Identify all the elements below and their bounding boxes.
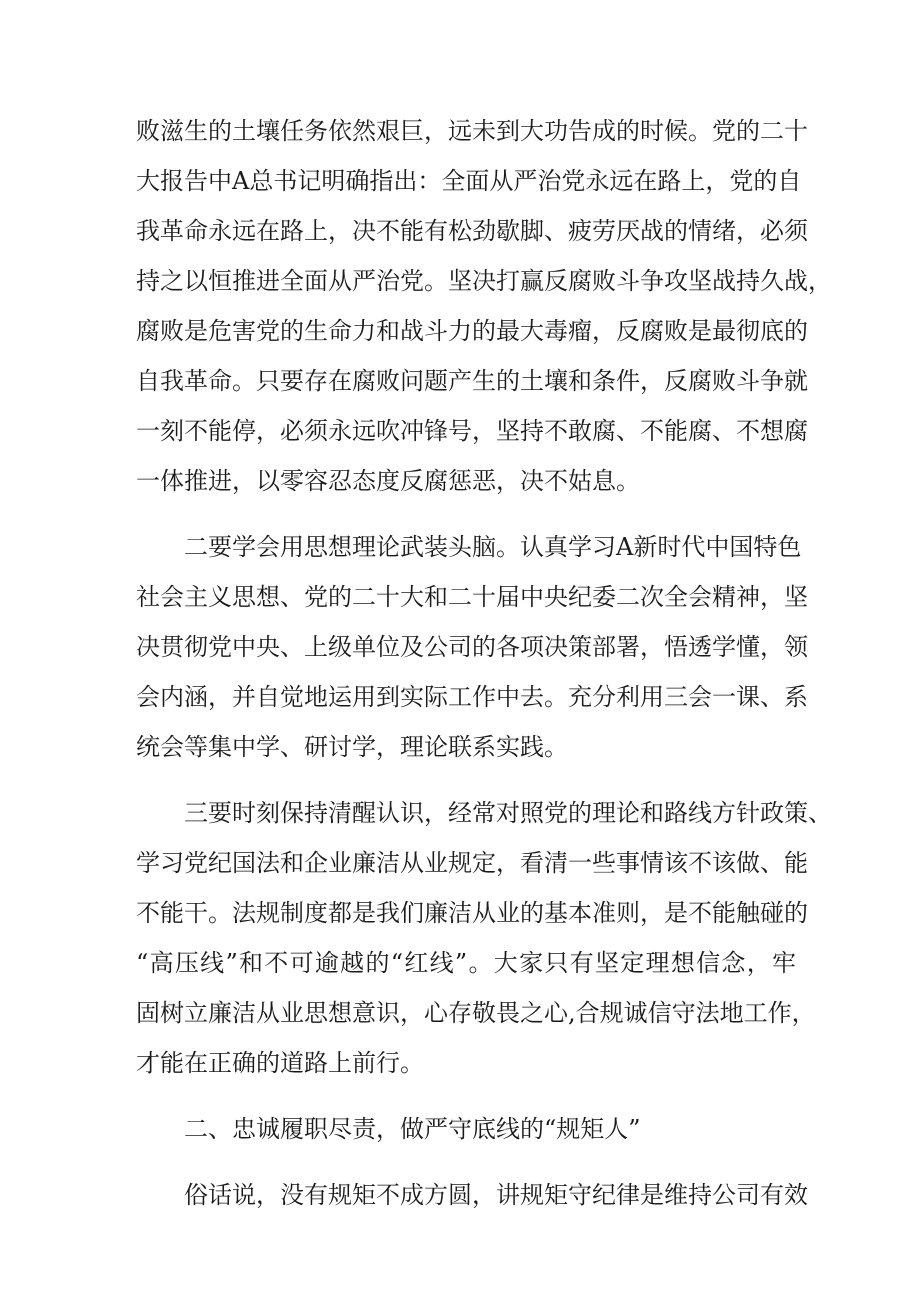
text-line: 大报告中A总书记明确指出：全面从严治党永远在路上，党的自 — [136, 167, 802, 195]
text-line: 腐败是危害党的生命力和战斗力的最大毒瘤，反腐败是最彻底的 — [136, 317, 808, 345]
text-line: “高压线”和不可逾越的“红线”。大家只有坚定理想信念，牢 — [136, 949, 796, 977]
text-line: 败滋生的土壤任务依然艰巨，远未到大功告成的时候。党的二十 — [136, 117, 808, 145]
paragraph-2 — [136, 522, 808, 772]
text-line: 才能在正确的道路上前行。 — [136, 1049, 424, 1077]
text-line: 二要学会用思想理论武装头脑。认真学习A新时代中国特色 — [184, 533, 802, 561]
paragraph-3 — [136, 788, 832, 1088]
text-line: 会内涵，并自觉地运用到实际工作中去。充分利用三会一课、系 — [136, 683, 808, 711]
document-body — [136, 106, 832, 1220]
text-line: 持之以恒推进全面从严治党。坚决打赢反腐败斗争攻坚战持久战， — [136, 267, 832, 295]
text-line: 一体推进，以零容忍态度反腐惩恶，决不姑息。 — [136, 467, 640, 495]
text-line: 自我革命。只要存在腐败问题产生的土壤和条件，反腐败斗争就 — [136, 367, 808, 395]
text-line: 不能干。法规制度都是我们廉洁从业的基本准则，是不能触碰的 — [136, 899, 808, 927]
text-line: 一刻不能停，必须永远吹冲锋号，坚持不敢腐、不能腐、不想腐 — [136, 417, 808, 445]
text-line: 学习党纪国法和企业廉洁从业规定，看清一些事情该不该做、能 — [136, 849, 808, 877]
text-line: 决贯彻党中央、上级单位及公司的各项决策部署，悟透学懂，领 — [136, 633, 808, 661]
text-line: 统会等集中学、研讨学，理论联系实践。 — [136, 733, 568, 761]
heading-text: 二、忠诚履职尽责，做严守底线的“规矩人” — [184, 1115, 641, 1143]
section-heading — [136, 1104, 796, 1154]
paragraph-1 — [136, 106, 832, 506]
text-line: 社会主义思想、党的二十大和二十届中央纪委二次全会精神，坚 — [136, 583, 808, 611]
text-line: 固树立廉洁从业思想意识，心存敬畏之心,合规诚信守法地工作， — [136, 999, 816, 1027]
text-line: 我革命永远在路上，决不能有松劲歇脚、疲劳厌战的情绪，必须 — [136, 217, 808, 245]
text-line: 俗话说，没有规矩不成方圆，讲规矩守纪律是维持公司有效 — [184, 1181, 808, 1209]
paragraph-4 — [136, 1170, 808, 1220]
text-line: 三要时刻保持清醒认识，经常对照党的理论和路线方针政策、 — [184, 799, 832, 827]
